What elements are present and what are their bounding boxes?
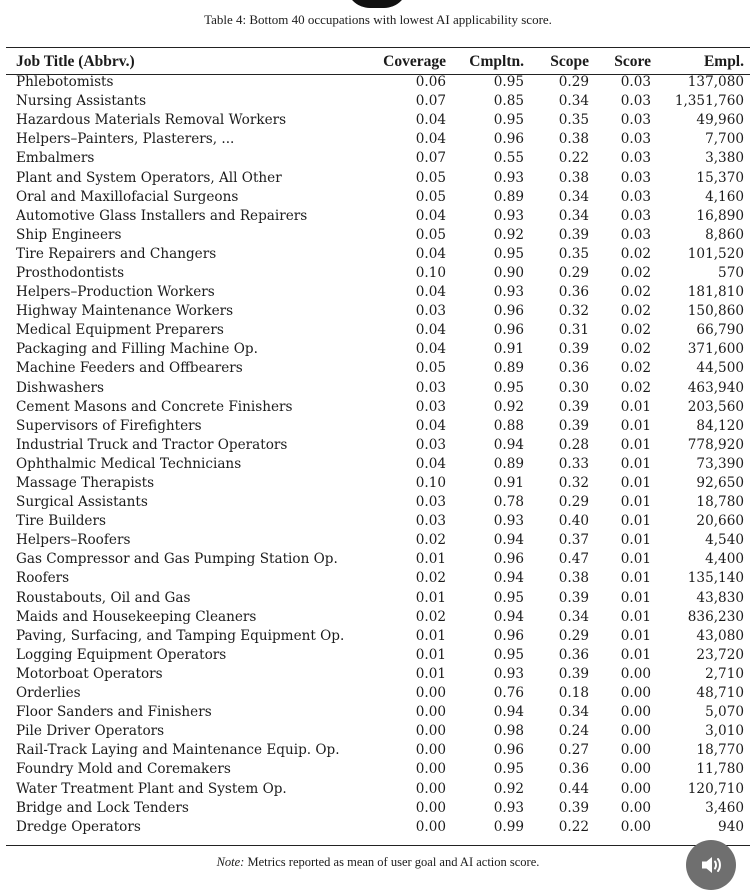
- table-row: [6, 627, 744, 646]
- cell-job-title: Bridge and Lock Tenders: [16, 799, 189, 816]
- cell-coverage: 0.10: [415, 264, 446, 281]
- cell-coverage: 0.00: [415, 818, 446, 835]
- cell-score: 0.00: [620, 799, 651, 816]
- cell-job-title: Logging Equipment Operators: [16, 646, 227, 663]
- cell-coverage: 0.04: [415, 112, 446, 129]
- cell-completion: 0.85: [493, 93, 524, 110]
- cell-score: 0.01: [620, 398, 651, 415]
- table-row: [6, 779, 744, 798]
- table-row: [6, 436, 744, 455]
- cell-employment: 371,600: [687, 341, 744, 358]
- cell-score: 0.02: [620, 284, 651, 301]
- cell-job-title: Oral and Maxillofacial Surgeons: [16, 188, 239, 205]
- cell-completion: 0.89: [493, 360, 524, 377]
- table-row: [6, 417, 744, 436]
- cell-completion: 0.96: [493, 303, 524, 320]
- cell-scope: 0.44: [558, 780, 589, 797]
- cell-score: 0.01: [620, 570, 651, 587]
- cell-employment: 2,710: [705, 665, 744, 682]
- cell-job-title: Dishwashers: [16, 379, 104, 396]
- cell-employment: 3,460: [705, 799, 744, 816]
- cell-completion: 0.89: [493, 455, 524, 472]
- cell-score: 0.02: [620, 322, 651, 339]
- cell-score: 0.03: [620, 207, 651, 224]
- cell-coverage: 0.07: [415, 150, 446, 167]
- cell-scope: 0.36: [558, 284, 589, 301]
- table-row: [6, 302, 744, 321]
- cell-employment: 49,960: [696, 112, 744, 129]
- table-top-rule: [6, 47, 750, 48]
- cell-scope: 0.38: [558, 131, 589, 148]
- cell-job-title: Prosthodontists: [16, 264, 125, 281]
- cell-job-title: Roofers: [16, 570, 70, 587]
- cell-score: 0.03: [620, 112, 651, 129]
- header-job-title: Job Title (Abbrv.): [16, 52, 135, 70]
- table-row: [6, 359, 744, 378]
- cell-coverage: 0.05: [415, 188, 446, 205]
- cell-job-title: Automotive Glass Installers and Repairers: [16, 207, 308, 224]
- cell-employment: 92,650: [696, 475, 744, 492]
- cell-scope: 0.36: [558, 761, 589, 778]
- cell-completion: 0.94: [493, 608, 524, 625]
- cell-scope: 0.22: [558, 818, 589, 835]
- cell-coverage: 0.05: [415, 360, 446, 377]
- cell-score: 0.00: [620, 818, 651, 835]
- header-score: Score: [614, 52, 651, 70]
- cell-coverage: 0.02: [415, 608, 446, 625]
- cell-coverage: 0.03: [415, 303, 446, 320]
- cell-job-title: Floor Sanders and Finishers: [16, 704, 212, 721]
- cell-employment: 137,080: [687, 74, 744, 91]
- table-row: [6, 264, 744, 283]
- cell-employment: 18,770: [696, 742, 744, 759]
- cell-job-title: Supervisors of Firefighters: [16, 417, 202, 434]
- cell-completion: 0.78: [493, 494, 524, 511]
- cell-scope: 0.39: [558, 417, 589, 434]
- cell-job-title: Massage Therapists: [16, 475, 155, 492]
- cell-scope: 0.37: [558, 532, 589, 549]
- cell-coverage: 0.05: [415, 226, 446, 243]
- cell-job-title: Packaging and Filling Machine Op.: [16, 341, 258, 358]
- cell-scope: 0.33: [558, 455, 589, 472]
- cell-job-title: Ophthalmic Medical Technicians: [16, 455, 242, 472]
- table-body: [6, 73, 744, 837]
- cell-job-title: Cement Masons and Concrete Finishers: [16, 398, 293, 415]
- cell-employment: 3,010: [705, 723, 744, 740]
- cell-scope: 0.34: [558, 207, 589, 224]
- table-row: [6, 111, 744, 130]
- cell-employment: 836,230: [687, 608, 744, 625]
- cell-completion: 0.91: [493, 341, 524, 358]
- cell-scope: 0.24: [558, 723, 589, 740]
- cell-completion: 0.95: [493, 112, 524, 129]
- cell-job-title: Maids and Housekeeping Cleaners: [16, 608, 257, 625]
- cell-score: 0.00: [620, 742, 651, 759]
- cell-scope: 0.29: [558, 627, 589, 644]
- cell-scope: 0.39: [558, 799, 589, 816]
- table-row: [6, 818, 744, 837]
- cell-employment: 203,560: [687, 398, 744, 415]
- cell-coverage: 0.06: [415, 74, 446, 91]
- table-row: [6, 379, 744, 398]
- cell-completion: 0.99: [493, 818, 524, 835]
- table-row: [6, 130, 744, 149]
- cell-score: 0.00: [620, 685, 651, 702]
- cell-completion: 0.92: [493, 398, 524, 415]
- cell-scope: 0.22: [558, 150, 589, 167]
- cell-coverage: 0.03: [415, 436, 446, 453]
- cell-coverage: 0.02: [415, 570, 446, 587]
- cell-completion: 0.96: [493, 322, 524, 339]
- cell-score: 0.00: [620, 780, 651, 797]
- cell-score: 0.02: [620, 245, 651, 262]
- cell-scope: 0.34: [558, 704, 589, 721]
- cell-completion: 0.93: [493, 665, 524, 682]
- cell-employment: 20,660: [696, 513, 744, 530]
- cell-score: 0.01: [620, 551, 651, 568]
- audio-button[interactable]: [686, 840, 736, 890]
- cell-coverage: 0.03: [415, 379, 446, 396]
- cell-employment: 48,710: [696, 685, 744, 702]
- table-row: [6, 207, 744, 226]
- cell-completion: 0.95: [493, 379, 524, 396]
- cell-job-title: Gas Compressor and Gas Pumping Station Op.: [16, 551, 338, 568]
- cell-job-title: Roustabouts, Oil and Gas: [16, 589, 191, 606]
- table-row: [6, 168, 744, 187]
- cell-coverage: 0.00: [415, 723, 446, 740]
- table-row: [6, 722, 744, 741]
- cell-scope: 0.40: [558, 513, 589, 530]
- cell-employment: 44,500: [696, 360, 744, 377]
- cell-coverage: 0.04: [415, 207, 446, 224]
- cell-employment: 778,920: [687, 436, 744, 453]
- cell-completion: 0.95: [493, 245, 524, 262]
- cell-employment: 4,160: [705, 188, 744, 205]
- cell-score: 0.00: [620, 665, 651, 682]
- cell-coverage: 0.10: [415, 475, 446, 492]
- cell-completion: 0.94: [493, 436, 524, 453]
- cell-employment: 73,390: [696, 455, 744, 472]
- cell-coverage: 0.03: [415, 398, 446, 415]
- table-row: [6, 455, 744, 474]
- cell-score: 0.03: [620, 74, 651, 91]
- cell-completion: 0.90: [493, 264, 524, 281]
- cell-employment: 135,140: [687, 570, 744, 587]
- cell-scope: 0.29: [558, 74, 589, 91]
- cell-score: 0.03: [620, 188, 651, 205]
- cell-employment: 150,860: [687, 303, 744, 320]
- cell-score: 0.03: [620, 93, 651, 110]
- cell-completion: 0.96: [493, 131, 524, 148]
- cell-job-title: Ship Engineers: [16, 226, 122, 243]
- cell-completion: 0.93: [493, 284, 524, 301]
- cell-score: 0.02: [620, 341, 651, 358]
- note-label: Note:: [216, 855, 245, 869]
- cell-score: 0.02: [620, 360, 651, 377]
- cell-job-title: Phlebotomists: [16, 74, 114, 91]
- table-row: [6, 703, 744, 722]
- cell-completion: 0.95: [493, 646, 524, 663]
- cell-score: 0.01: [620, 417, 651, 434]
- cell-employment: 4,400: [705, 551, 744, 568]
- speaker-icon: [698, 852, 724, 878]
- table-row: [6, 531, 744, 550]
- cell-employment: 181,810: [687, 284, 744, 301]
- cell-employment: 570: [718, 264, 744, 281]
- cell-scope: 0.39: [558, 589, 589, 606]
- cell-employment: 4,540: [705, 532, 744, 549]
- cell-coverage: 0.01: [415, 627, 446, 644]
- cell-coverage: 0.04: [415, 341, 446, 358]
- cell-score: 0.01: [620, 646, 651, 663]
- cell-employment: 66,790: [696, 322, 744, 339]
- cell-job-title: Foundry Mold and Coremakers: [16, 761, 231, 778]
- cell-employment: 1,351,760: [674, 93, 744, 110]
- cell-job-title: Helpers–Roofers: [16, 532, 131, 549]
- cell-employment: 23,720: [696, 646, 744, 663]
- cell-scope: 0.34: [558, 608, 589, 625]
- cell-scope: 0.28: [558, 436, 589, 453]
- cell-scope: 0.38: [558, 570, 589, 587]
- cell-completion: 0.91: [493, 475, 524, 492]
- table-row: [6, 398, 744, 417]
- cell-coverage: 0.01: [415, 646, 446, 663]
- cell-coverage: 0.07: [415, 93, 446, 110]
- table-note: [0, 855, 750, 870]
- table-row: [6, 188, 744, 207]
- cell-employment: 16,890: [696, 207, 744, 224]
- cell-job-title: Industrial Truck and Tractor Operators: [16, 436, 288, 453]
- table-row: [6, 340, 744, 359]
- header-scope: Scope: [550, 52, 589, 70]
- cell-employment: 5,070: [705, 704, 744, 721]
- cell-job-title: Machine Feeders and Offbearers: [16, 360, 243, 377]
- cell-job-title: Helpers–Production Workers: [16, 284, 215, 301]
- cell-job-title: Tire Repairers and Changers: [16, 245, 217, 262]
- cell-score: 0.02: [620, 303, 651, 320]
- cell-score: 0.01: [620, 589, 651, 606]
- cell-completion: 0.76: [493, 685, 524, 702]
- table-bottom-rule: [6, 845, 750, 846]
- cell-completion: 0.94: [493, 570, 524, 587]
- header-employment: Empl.: [703, 52, 744, 70]
- cell-job-title: Pile Driver Operators: [16, 723, 165, 740]
- table-row: [6, 226, 744, 245]
- table-row: [6, 684, 744, 703]
- header-coverage: Coverage: [383, 52, 446, 70]
- cell-scope: 0.31: [558, 322, 589, 339]
- cell-scope: 0.39: [558, 341, 589, 358]
- table-row: [6, 799, 744, 818]
- table-row: [6, 245, 744, 264]
- cell-score: 0.01: [620, 455, 651, 472]
- table-row: [6, 569, 744, 588]
- cell-scope: 0.29: [558, 494, 589, 511]
- cell-scope: 0.39: [558, 226, 589, 243]
- cell-job-title: Orderlies: [16, 685, 81, 702]
- cell-score: 0.02: [620, 264, 651, 281]
- cell-scope: 0.32: [558, 303, 589, 320]
- cell-coverage: 0.04: [415, 245, 446, 262]
- cell-completion: 0.93: [493, 169, 524, 186]
- cell-score: 0.03: [620, 150, 651, 167]
- cell-coverage: 0.01: [415, 665, 446, 682]
- table-row: [6, 92, 744, 111]
- table-row: [6, 646, 744, 665]
- cell-job-title: Nursing Assistants: [16, 93, 147, 110]
- table-row: [6, 589, 744, 608]
- cell-employment: 84,120: [696, 417, 744, 434]
- cell-completion: 0.55: [493, 150, 524, 167]
- cell-score: 0.03: [620, 226, 651, 243]
- cell-job-title: Plant and System Operators, All Other: [16, 169, 282, 186]
- cell-completion: 0.96: [493, 551, 524, 568]
- cell-employment: 43,830: [696, 589, 744, 606]
- cell-score: 0.03: [620, 169, 651, 186]
- cell-score: 0.02: [620, 379, 651, 396]
- cell-completion: 0.95: [493, 589, 524, 606]
- header-completion: Cmpltn.: [469, 52, 524, 70]
- note-text: Metrics reported as mean of user goal and AI action score.: [247, 855, 540, 869]
- cell-completion: 0.96: [493, 627, 524, 644]
- table-row: [6, 760, 744, 779]
- cell-scope: 0.35: [558, 112, 589, 129]
- cell-coverage: 0.04: [415, 322, 446, 339]
- table-row: [6, 493, 744, 512]
- table-row: [6, 474, 744, 493]
- cell-score: 0.01: [620, 513, 651, 530]
- cell-scope: 0.30: [558, 379, 589, 396]
- cell-scope: 0.32: [558, 475, 589, 492]
- cell-coverage: 0.00: [415, 685, 446, 702]
- table-row: [6, 512, 744, 531]
- cell-coverage: 0.00: [415, 742, 446, 759]
- cell-job-title: Tire Builders: [16, 513, 106, 530]
- cell-employment: 940: [718, 818, 744, 835]
- cell-completion: 0.92: [493, 226, 524, 243]
- cell-completion: 0.93: [493, 207, 524, 224]
- cell-job-title: Rail-Track Laying and Maintenance Equip. Op.: [16, 742, 340, 759]
- cell-scope: 0.29: [558, 264, 589, 281]
- cell-coverage: 0.03: [415, 494, 446, 511]
- cell-score: 0.00: [620, 761, 651, 778]
- cell-job-title: Embalmers: [16, 150, 95, 167]
- cell-coverage: 0.04: [415, 455, 446, 472]
- cell-coverage: 0.03: [415, 513, 446, 530]
- cell-employment: 7,700: [705, 131, 744, 148]
- cell-coverage: 0.01: [415, 551, 446, 568]
- table-row: [6, 741, 744, 760]
- table-row: [6, 608, 744, 627]
- cell-score: 0.01: [620, 494, 651, 511]
- cell-employment: 11,780: [696, 761, 744, 778]
- cell-score: 0.01: [620, 475, 651, 492]
- cell-scope: 0.36: [558, 646, 589, 663]
- cell-job-title: Helpers–Painters, Plasterers, ...: [16, 131, 235, 148]
- cell-employment: 8,860: [705, 226, 744, 243]
- cell-job-title: Highway Maintenance Workers: [16, 303, 234, 320]
- cell-coverage: 0.01: [415, 589, 446, 606]
- cell-scope: 0.39: [558, 398, 589, 415]
- cell-job-title: Medical Equipment Preparers: [16, 322, 224, 339]
- cell-coverage: 0.00: [415, 799, 446, 816]
- occupations-table: [6, 50, 744, 837]
- cell-job-title: Paving, Surfacing, and Tamping Equipment Op.: [16, 627, 345, 644]
- table-header-row: [6, 50, 744, 73]
- cell-job-title: Surgical Assistants: [16, 494, 148, 511]
- cell-scope: 0.35: [558, 245, 589, 262]
- cell-coverage: 0.04: [415, 131, 446, 148]
- cell-completion: 0.88: [493, 417, 524, 434]
- cell-score: 0.03: [620, 131, 651, 148]
- cell-scope: 0.39: [558, 665, 589, 682]
- table-caption: Table 4: Bottom 40 occupations with lowest AI applicability score.: [204, 12, 552, 27]
- cell-coverage: 0.00: [415, 761, 446, 778]
- table-row: [6, 321, 744, 340]
- cell-score: 0.01: [620, 627, 651, 644]
- cell-coverage: 0.02: [415, 532, 446, 549]
- cell-employment: 18,780: [696, 494, 744, 511]
- cell-employment: 463,940: [687, 379, 744, 396]
- cell-coverage: 0.00: [415, 780, 446, 797]
- cell-employment: 15,370: [696, 169, 744, 186]
- cell-job-title: Hazardous Materials Removal Workers: [16, 112, 287, 129]
- cell-scope: 0.18: [558, 685, 589, 702]
- cell-scope: 0.34: [558, 93, 589, 110]
- table-row: [6, 550, 744, 569]
- cell-job-title: Motorboat Operators: [16, 665, 163, 682]
- cell-completion: 0.98: [493, 723, 524, 740]
- cell-scope: 0.27: [558, 742, 589, 759]
- cell-scope: 0.38: [558, 169, 589, 186]
- cell-completion: 0.93: [493, 799, 524, 816]
- cell-coverage: 0.04: [415, 284, 446, 301]
- cell-completion: 0.95: [493, 74, 524, 91]
- cell-employment: 101,520: [687, 245, 744, 262]
- cell-score: 0.01: [620, 532, 651, 549]
- cell-coverage: 0.00: [415, 704, 446, 721]
- cell-coverage: 0.05: [415, 169, 446, 186]
- cell-completion: 0.95: [493, 761, 524, 778]
- cell-employment: 3,380: [705, 150, 744, 167]
- cell-job-title: Water Treatment Plant and System Op.: [16, 780, 287, 797]
- cell-employment: 120,710: [687, 780, 744, 797]
- cell-completion: 0.92: [493, 780, 524, 797]
- cell-completion: 0.94: [493, 704, 524, 721]
- table-row: [6, 149, 744, 168]
- cell-scope: 0.47: [558, 551, 589, 568]
- cell-job-title: Dredge Operators: [16, 818, 141, 835]
- cell-completion: 0.93: [493, 513, 524, 530]
- top-shape: [346, 0, 408, 8]
- cell-score: 0.01: [620, 608, 651, 625]
- cell-score: 0.00: [620, 704, 651, 721]
- table-row: [6, 283, 744, 302]
- table-row: [6, 665, 744, 684]
- cell-coverage: 0.04: [415, 417, 446, 434]
- cell-employment: 43,080: [696, 627, 744, 644]
- cell-score: 0.01: [620, 436, 651, 453]
- cell-completion: 0.94: [493, 532, 524, 549]
- cell-completion: 0.96: [493, 742, 524, 759]
- cell-scope: 0.34: [558, 188, 589, 205]
- cell-score: 0.00: [620, 723, 651, 740]
- table-row: [6, 73, 744, 92]
- cell-scope: 0.36: [558, 360, 589, 377]
- cell-completion: 0.89: [493, 188, 524, 205]
